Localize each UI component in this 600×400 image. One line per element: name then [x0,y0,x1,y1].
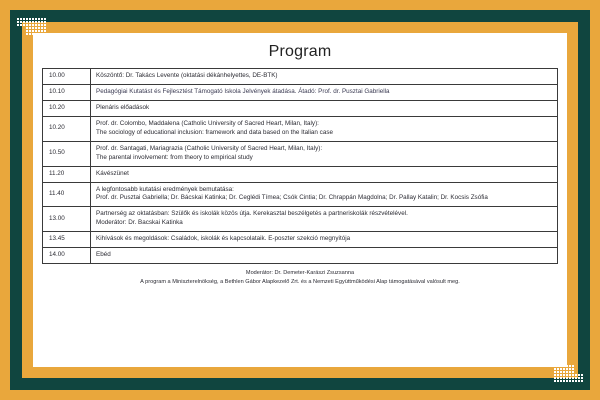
program-description-line: Partnerség az oktatásban: Szülők és iskolák közös útja. Kerekasztal beszélgetés a partneriskolák részvételével. [96,210,408,218]
page-title: Program [268,43,332,60]
program-description-line: Prof. dr. Santagati, Mariagrazia (Catholic University of Sacred Heart, Milan, Italy): [96,144,323,152]
program-description-cell [91,207,558,232]
program-description-line: Köszöntő: Dr. Takács Levente (oktatási dékánhelyettes, DE-BTK) [96,72,278,79]
program-description-cell [91,100,558,116]
program-time-cell: 10.10 [43,84,91,100]
program-description-line: Prof. dr. Colombo, Maddalena (Catholic University of Sacred Heart, Milan, Italy): [96,119,319,127]
program-description-cell [91,182,558,207]
program-time-cell: 13.45 [43,232,91,248]
table-row [43,100,558,116]
program-description-cell [91,141,558,166]
footer [33,264,567,287]
table-row [43,232,558,248]
program-description-line: Prof. dr. Pusztai Gabriella; Dr. Bácskai Katinka; Dr. Ceglédi Tímea; Csók Cintia; Dr. Chrappán Magdolna; Dr. Pallay Katalin; Dr. Kocsis Zsófia [96,194,488,202]
program-description-line: Moderátor: Dr. Bacskai Katinka [96,219,183,227]
program-description-line: A legfontosabb kutatási eredmények bemutatása: [96,185,234,193]
program-description-line: Pedagógiai Kutatást és Fejlesztést Támogató Iskola Jelvények átadása. Átadó: Prof. dr. Pusztai Gabriella [96,87,390,95]
program-description-line: Plenáris előadások [96,103,150,111]
program-description-cell [91,248,558,264]
table-row [43,166,558,182]
table-row [43,182,558,207]
program-table-wrapper [33,68,567,264]
program-description-cell [91,69,558,85]
program-time-cell: 14.00 [43,248,91,264]
table-row [43,248,558,264]
program-description-cell [91,166,558,182]
footer-line: A program a Miniszterelnökség, a Bethlen Gábor Alapkezelő Zrt. és a Nemzeti Együttműködési Alap támogatásával valósult meg. [140,279,460,286]
program-description-line: Kávészünet [96,169,129,177]
program-description-line: Kihívások és megoldások: Családok, iskolák és kapcsolataik. E-poszter szekció megnyitója [96,235,351,243]
program-description-cell [91,116,558,141]
program-time-cell: 10.00 [43,69,91,85]
program-table [42,68,558,264]
program-time-cell: 10.20 [43,100,91,116]
program-time-cell: 11.40 [43,182,91,207]
table-row [43,141,558,166]
footer-line: Moderátor: Dr. Demeter-Karászi Zsuzsanna [245,270,355,277]
program-time-cell: 13.00 [43,207,91,232]
table-row [43,207,558,232]
table-row [43,69,558,85]
program-description-line: The parental involvement: from theory to empirical study [96,153,253,161]
program-time-cell: 11.20 [43,166,91,182]
program-page [33,33,567,367]
table-row [43,116,558,141]
program-description-line: The sociology of educational inclusion: framework and data based on the Italian case [96,128,333,136]
table-row [43,84,558,100]
program-time-cell: 10.50 [43,141,91,166]
program-description-cell [91,84,558,100]
program-description-cell [91,232,558,248]
program-time-cell: 10.20 [43,116,91,141]
program-description-line: Ebéd [96,251,111,259]
